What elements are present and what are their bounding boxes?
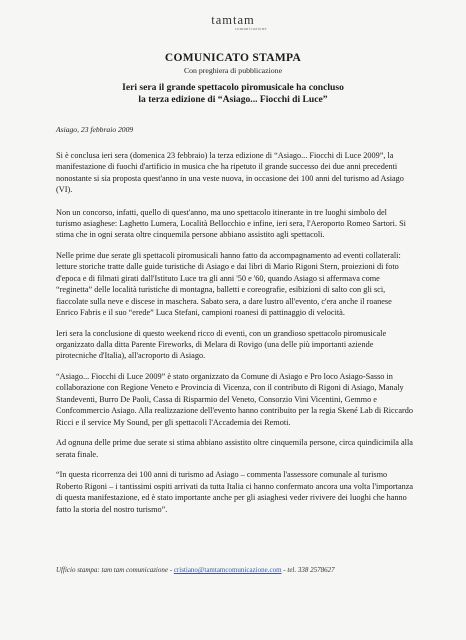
footer-suffix: - tel. 338 2578627 bbox=[283, 566, 335, 574]
company-logo bbox=[0, 14, 466, 32]
paragraph-5: “Asiago... Fiocchi di Luce 2009” è stato organizzato da Comune di Asiago e Pro loco Asiago-Sasso in collaborazione con Regione Veneto e Provincia di Vicenza, con il contributo di Rigoni di Asiago, Manaly Standeventi, Burro De Paoli, Cassa di Risparmio del Veneto, Consorzio Vini Vicentini, Gemmo e Confcommercio Asiago. Alla realizzazione dell'evento hanno contribuito per la regia Skené Lab di Riccardo Ricci e il service My Sound, per gli spettacoli l'Accademia dei Remoti. bbox=[56, 372, 414, 427]
headline bbox=[0, 82, 466, 106]
document-title: COMUNICATO STAMPA bbox=[164, 52, 302, 64]
footer-email-link[interactable]: cristiano@tamtamcomunicazione.com bbox=[173, 566, 282, 574]
document-subtitle: Con preghiera di pubblicazione bbox=[183, 66, 283, 75]
dateline: Asiago, 23 febbraio 2009 bbox=[56, 125, 134, 134]
logo-tagline: comunicazione bbox=[234, 26, 267, 31]
paragraph-7: “In questa ricorrenza dei 100 anni di turismo ad Asiago – commenta l'assessore comunale al turismo Roberto Rigoni – i tantissimi ospiti arrivati da tutta Italia ci hanno confermato ancora una volta l'importanza di questa manifestazione, ed è stato importante anche per gli asiaghesi veder rivivere dei luoghi che hanno fatto la storia del nostro turismo”. bbox=[56, 470, 414, 514]
footer-contact bbox=[56, 566, 436, 574]
headline-line-1: Ieri sera il grande spettacolo piromusicale ha concluso bbox=[122, 82, 344, 93]
logo-name: tamtam bbox=[211, 13, 255, 27]
paragraph-3: Nelle prime due serate gli spettacoli piromusicali hanno fatto da accompagnamento ad eventi collaterali: letture storiche tratte dalle guide turistiche di Asiago e dai libri di Mario Rigoni Stern, proiezioni di foto d'epoca e di filmati girati dall'Istituto Luce tra gli anni '50 e '60, quando Asiago si affermava come “reginetta” delle località turistiche di montagna, balletti e coreografie, esibizioni di salto con gli sci, fiaccolate sulla neve e discese in maschera. Sabato sera, a dare lustro all'evento, c'era anche il roanese Enrico Fabris e il suo “erede” Luca Stefani, campioni roanesi di pattinaggio di velocità. bbox=[56, 251, 401, 318]
footer-prefix: Ufficio stampa: tam tam comunicazione - bbox=[56, 566, 173, 574]
paragraph-1: Si è conclusa ieri sera (domenica 23 febbraio) la terza edizione di “Asiago... Fiocchi di Luce 2009”, la manifestazione di fuochi d'artificio in musica che ha ripetuto il grande successo dei due anni precedenti nonostante si sia proposta quest'anno in una veste nuova, in occasione dei 100 anni del turismo ad Asiago (VI). bbox=[56, 151, 404, 195]
article-body bbox=[56, 150, 414, 524]
headline-line-2: la terza edizione di “Asiago... Fiocchi di Luce” bbox=[138, 94, 328, 105]
paragraph-6: Ad ognuna delle prime due serate si stima abbiano assistito oltre cinquemila persone, circa quindicimila alla serata finale. bbox=[56, 438, 413, 459]
paragraph-2: Non un concorso, infatti, quello di quest'anno, ma uno spettacolo itinerante in tre luoghi simbolo del turismo asiaghese: Laghetto Lumera, Località Bellocchio e infine, ieri sera, l'Aeroporto Romeo Sartori. Si stima che in ogni serata oltre cinquemila persone abbiano assistito agli spettacoli. bbox=[56, 207, 406, 240]
paragraph-4: Ieri sera la conclusione di questo weekend ricco di eventi, con un grandioso spettacolo piromusicale organizzato dalla ditta Parente Fireworks, di Melara di Rovigo (una delle più importanti aziende pirotecniche d'Italia), all'acroporto di Asiago. bbox=[56, 328, 387, 361]
